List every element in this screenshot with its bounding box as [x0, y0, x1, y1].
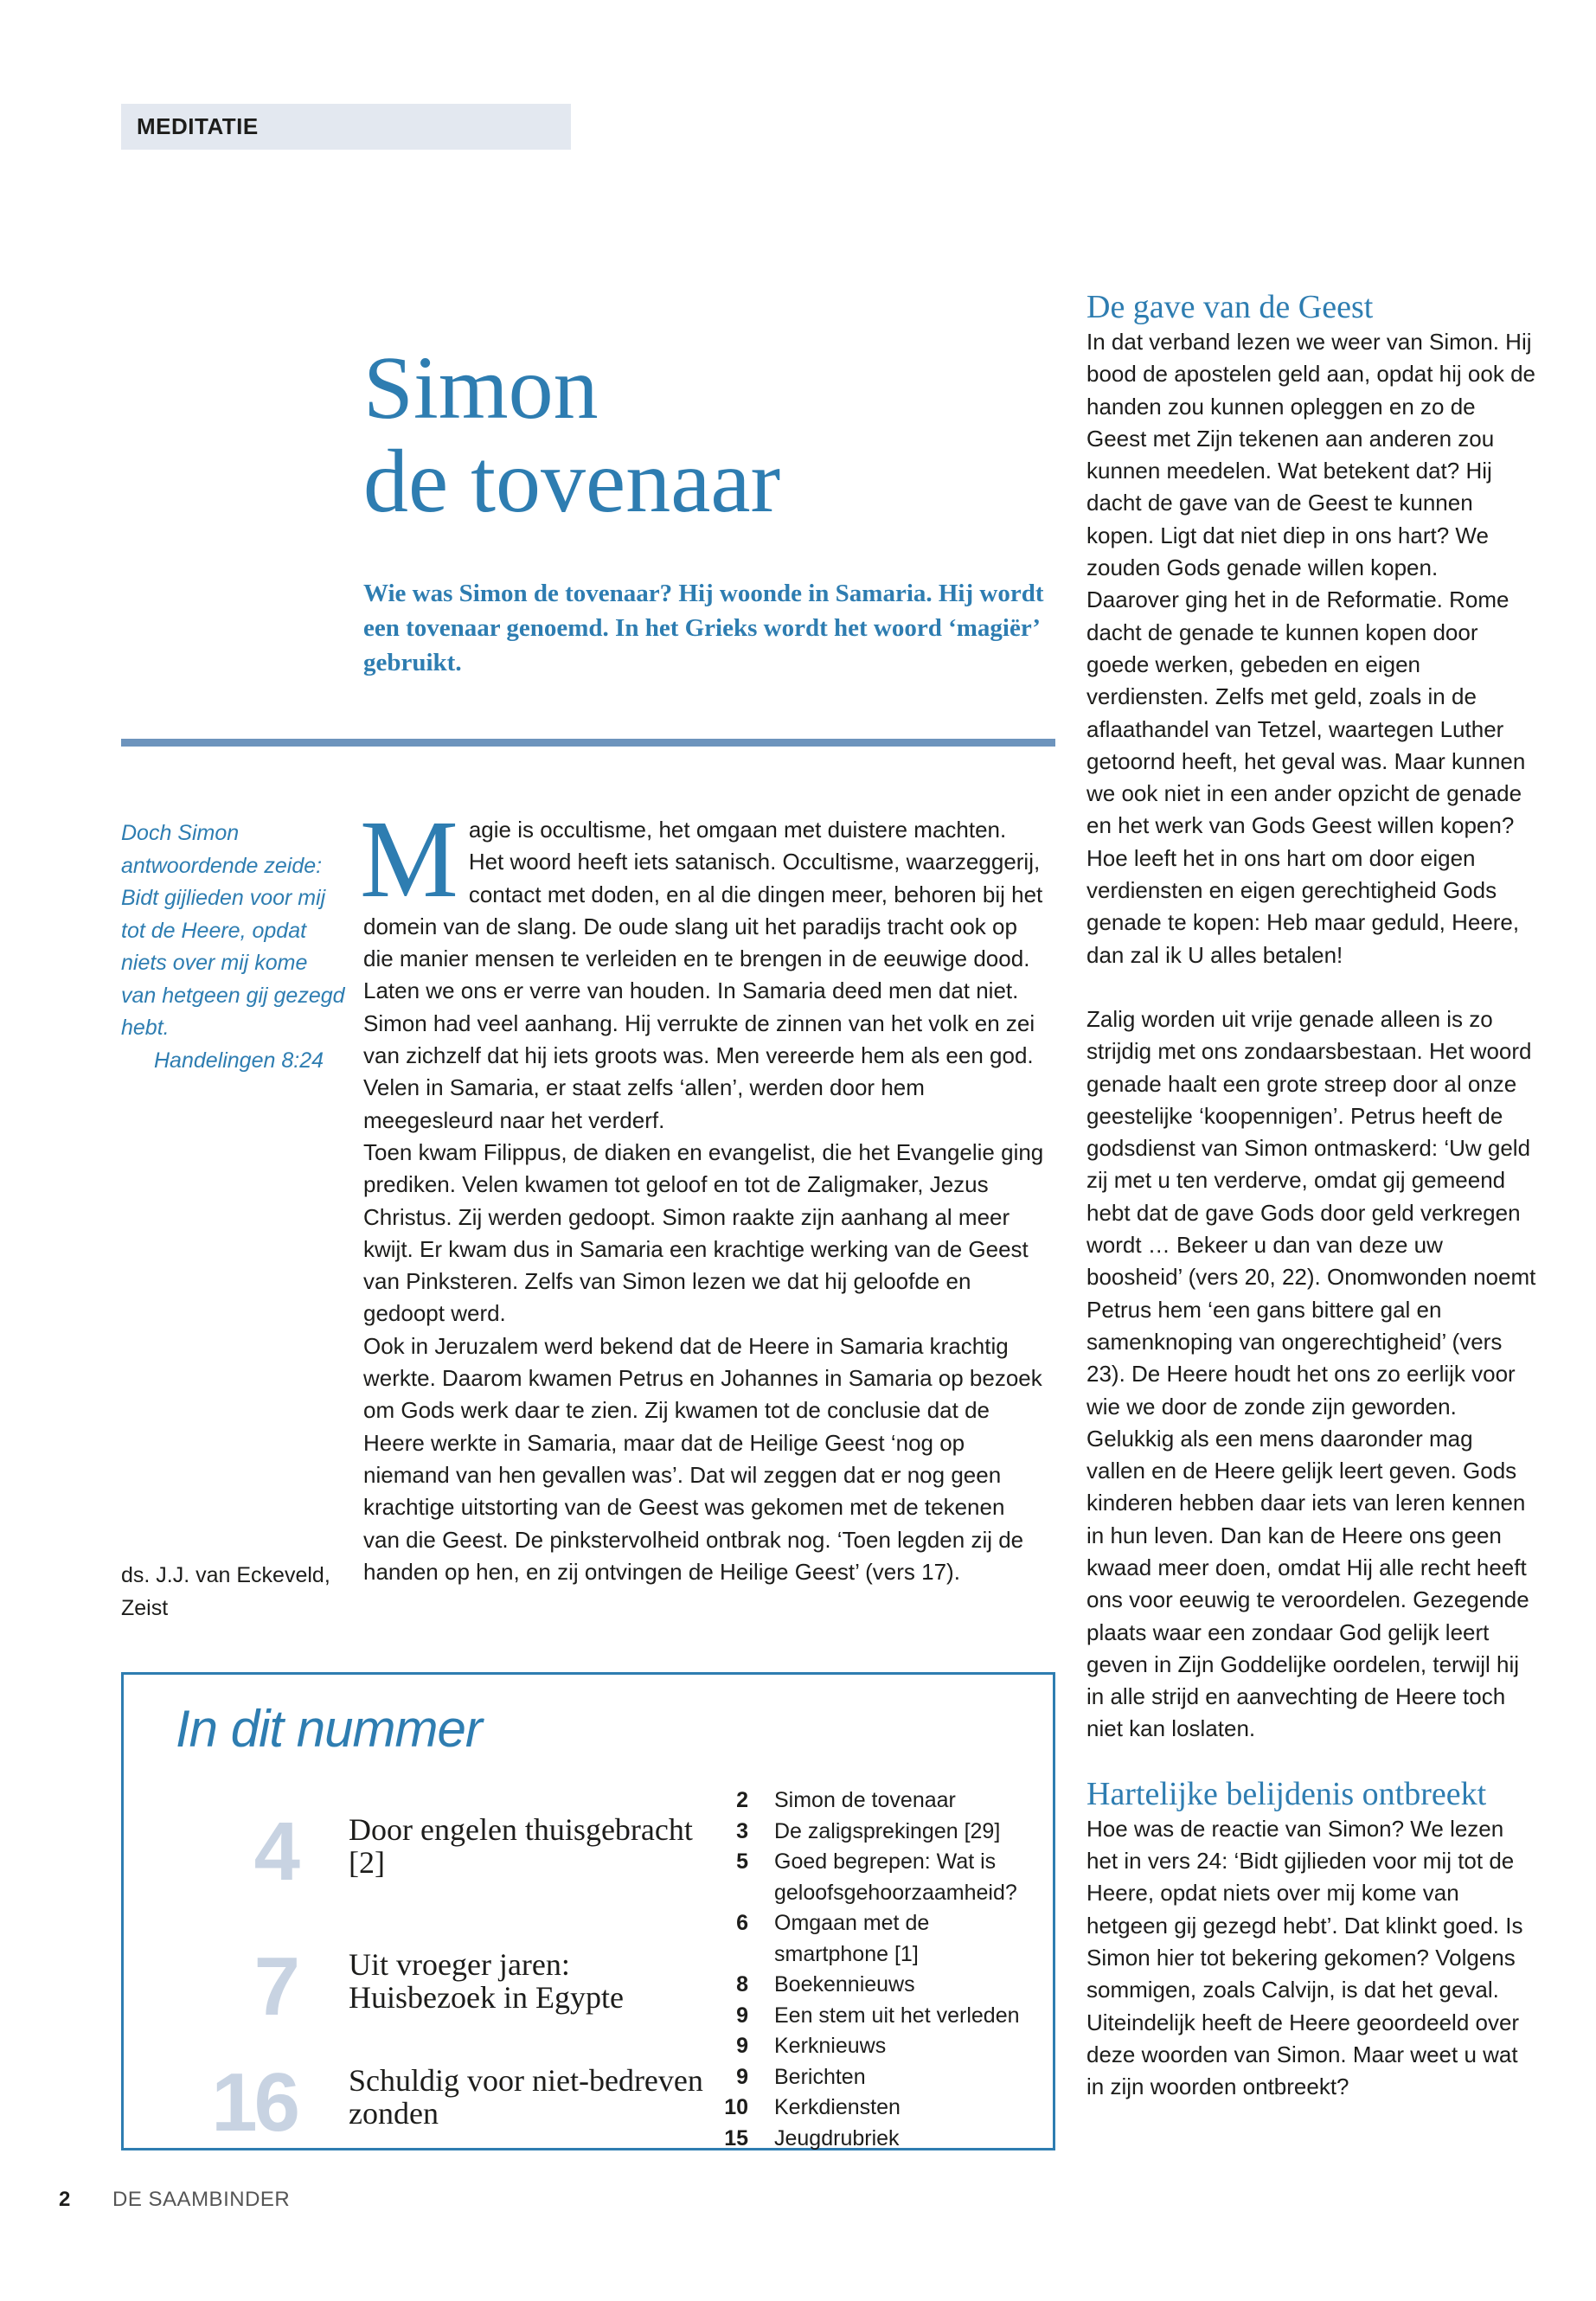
toc-page-number: 3 [736, 1818, 748, 1843]
toc-featured-item[interactable] [150, 1939, 686, 2035]
toc-featured-title: Door engelen thuisgebracht [2] [349, 1812, 693, 1880]
title-line-2: de tovenaar [363, 432, 781, 531]
page-number: 2 [59, 2188, 71, 2211]
body-paragraph: Magie is occultisme, het omgaan met duistere machten. Het woord heeft iets satanisch. Occultisme, waarzeggerij, contact met doden, en al die dingen meer, behoren bij het domein van de slang. De oude slang uit het paradijs tracht ook op die manier mensen te verleiden en te brengen in de eeuwige dood. Laten we ons er verre van houden. In Samaria deed men dat niet. [360, 798, 1043, 1004]
body-paragraph: Simon had veel aanhang. Hij verrukte de zinnen van het volk en zei van zichzelf dat hij iets groots was. Men vereerde hem als een god. Velen in Samaria, er staat zelfs ‘allen’, werden door hem meegesleurd naar het verderf. [363, 1009, 1035, 1133]
toc-page-number: 9 [736, 2034, 748, 2058]
toc-item[interactable] [686, 1785, 1032, 1817]
quote-text: Doch Simon antwoordende zeide: Bidt gijlieden voor mij tot de Heere, opdat niets over mij kome van hetgeen gij gezegd hebt. [121, 821, 345, 1040]
toc-item[interactable] [686, 2031, 1032, 2062]
section-tag: MEDITATIE [121, 104, 571, 150]
toc-featured-number: 7 [253, 1940, 297, 2033]
toc-page-number: 9 [736, 2003, 748, 2028]
body-paragraph: Zalig worden uit vrije genade alleen is zo strijdig met ons zondaarsbestaan. Het woord genade haalt een grote streep door al onze geestelijke ‘koopennigen’. Petrus heeft de godsdienst van Simon ontmaskerd: ‘Uw geld zij met u ten verderve, omdat gij gemeend hebt dat de gave Gods door geld verkregen wordt … Bekeer u dan van deze uw boosheid’ (vers 20, 22). Onomwonden noemt Petrus hem ‘een gans bittere gal en samenknoping van ongerechtigheid’ (vers 23). De Heere houdt het ons zo eerlijk voor wie we door de zonde zijn geworden. Gelukkig als een mens daaronder mag vallen en de Heere gelijk leert geven. Gods kinderen hebben daar iets van leren kennen in hun leven. Dan kan de Heere ons geen kwaad meer doen, omdat Hij alle recht heeft ons voor eeuwig te veroordelen. Gezegende plaats waar een zondaar God gelijk leert geven in Zijn Goddelijke oordelen, terwijl hij in alle strijd en aanvechting de Heere toch niet kan loslaten. [1086, 1005, 1536, 1742]
toc-featured-item[interactable] [150, 2055, 703, 2150]
subheading: De gave van de Geest [1086, 289, 1374, 325]
toc-item[interactable] [686, 1847, 1032, 1908]
toc-item[interactable] [686, 1970, 1032, 2001]
article-right-column [1086, 289, 1536, 2103]
toc-page-number: 8 [736, 1972, 748, 1997]
toc-label: Kerknieuws [774, 2034, 887, 2058]
author-byline [121, 1560, 346, 1625]
toc-item[interactable] [686, 2062, 1032, 2093]
toc-item[interactable] [686, 2001, 1032, 2032]
toc-featured-title: Uit vroeger jaren: Huisbezoek in Egypte [349, 1947, 624, 2015]
scripture-quote [121, 817, 346, 1077]
toc-item[interactable] [686, 1908, 1032, 1970]
article-body [360, 798, 1047, 1588]
toc-featured-item[interactable] [150, 1804, 693, 1900]
toc-label: De zaligsprekingen [29] [774, 1818, 1001, 1843]
toc-label: Boekennieuws [774, 1972, 915, 1997]
toc-featured-number: 16 [211, 2056, 297, 2149]
article-intro: Wie was Simon de tovenaar? Hij woonde in Samaria. Hij wordt een tovenaar genoemd. In het Grieks wordt het woord ‘magiër’ gebruikt. [363, 580, 1044, 676]
toc-page-number: 10 [724, 2095, 748, 2119]
title-line-1: Simon [363, 338, 599, 438]
toc-heading: In dit nummer [176, 1700, 482, 1758]
toc-label: Berichten [774, 2064, 866, 2089]
magazine-name: DE SAAMBINDER [112, 2188, 291, 2211]
toc-label: Een stem uit het verleden [774, 2003, 1020, 2028]
toc-page-number: 15 [724, 2125, 748, 2150]
toc-page-number: 2 [736, 1788, 748, 1812]
quote-reference: Handelingen 8:24 [154, 1048, 324, 1073]
drop-cap: M [360, 798, 458, 920]
toc-page-number: 5 [736, 1849, 748, 1874]
toc-page-number: 6 [736, 1911, 748, 1935]
page-footer [59, 2188, 290, 2212]
title-divider [121, 739, 1055, 747]
article-title [363, 338, 1073, 531]
author-place: Zeist [121, 1595, 169, 1620]
toc-item[interactable] [686, 1817, 1032, 1848]
toc-item[interactable] [686, 2124, 1032, 2155]
author-name: ds. J.J. van Eckeveld, [121, 1563, 330, 1587]
toc-label: Goed begrepen: Wat is geloofsgehoorzaamheid? [774, 1849, 1017, 1905]
body-paragraph: In dat verband lezen we weer van Simon. Hij bood de apostelen geld aan, opdat hij ook de handen zou kunnen opleggen en zo de Geest met Zijn tekenen aan anderen zou kunnen meedelen. Wat betekent dat? Hij dacht de gave van de Geest te kunnen kopen. Ligt dat niet diep in ons hart? We zouden Gods genade willen kopen. Daarover ging het in de Reformatie. Rome dacht de genade te kunnen kopen door goede werken, gebeden en eigen verdiensten. Zelfs met geld, zoals in de aflaathandel van Tetzel, waartegen Luther getoornd heeft, het geval was. Maar kunnen we ook niet in een ander opzicht de genade en het werk van Gods Geest willen kopen? Hoe leeft het in ons hart om door eigen verdiensten en eigen gerechtigheid Gods genade te kopen: Heb maar geduld, Heere, dan zal ik U alles betalen! [1086, 329, 1535, 968]
toc-featured-number: 4 [253, 1805, 297, 1898]
toc-label: Jeugdrubriek [774, 2125, 900, 2150]
table-of-contents [121, 1672, 1055, 2150]
toc-label: Omgaan met de smartphone [1] [774, 1911, 930, 1966]
toc-label: Kerkdiensten [774, 2095, 901, 2119]
body-paragraph: Toen kwam Filippus, de diaken en evangelist, die het Evangelie ging prediken. Velen kwamen tot geloof en tot de Zaligmaker, Jezus Christus. Zij werden gedoopt. Simon raakte zijn aanhang al meer kwijt. Er kwam dus in Samaria een krachtige werking van de Geest van Pinksteren. Zelfs van Simon lezen we dat hij geloofde en gedoopt werd. [363, 1138, 1044, 1327]
toc-page-number: 9 [736, 2064, 748, 2089]
body-paragraph: Hoe was de reactie van Simon? We lezen het in vers 24: ‘Bidt gijlieden voor mij tot de Heere, opdat niets over mij kome van hetgeen gij gezegd hebt’. Dat klinkt goed. Is Simon hier tot bekering gekomen? Volgens sommigen, zoals Calvijn, is dat het geval. Uiteindelijk heeft de Heere geoordeeld over deze woorden van Simon. Maar weet u wat in zijn woorden ontbreekt? [1086, 1815, 1523, 2100]
toc-label: Simon de tovenaar [774, 1788, 956, 1812]
toc-list [686, 1785, 1032, 2154]
subheading: Hartelijke belijdenis ontbreekt [1086, 1775, 1487, 1812]
toc-featured-title: Schuldig voor niet-bedreven zonden [349, 2063, 703, 2131]
toc-item[interactable] [686, 2093, 1032, 2124]
body-paragraph: Ook in Jeruzalem werd bekend dat de Heere in Samaria krachtig werkte. Daarom kwamen Petrus en Johannes in Samaria op bezoek om Gods werk daar te zien. Zij kwamen tot de conclusie dat de Heere werkte in Samaria, maar dat de Heilige Geest ‘nog op niemand van hen gevallen was’. Dat wil zeggen dat er nog geen krachtige uitstorting van de Geest was gekomen met de tekenen van die Geest. De pinkstervolheid ontbrak nog. ‘Toen legden zij de handen op hen, en zij ontvingen de Heilige Geest’ (vers 17). [363, 1332, 1042, 1585]
